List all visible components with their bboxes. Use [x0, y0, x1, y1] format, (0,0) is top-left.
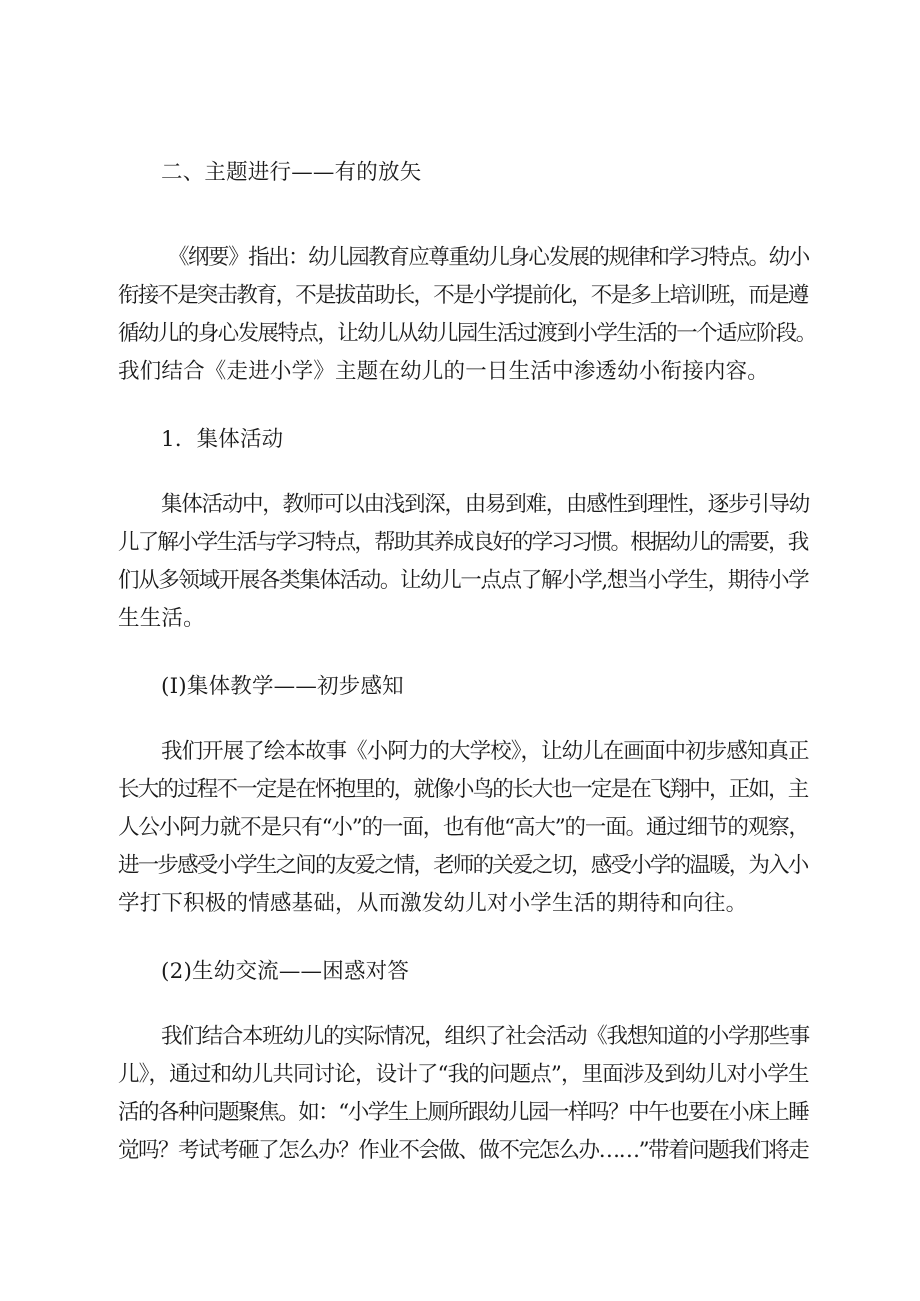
paragraph-line: 循幼儿的身心发展特点，让幼儿从幼儿园生活过渡到小学生活的一个适应阶段。 — [118, 321, 816, 346]
paragraph-line: 衔接不是突击教育，不是拔苗助长，不是小学提前化，不是多上培训班，而是遵 — [118, 283, 808, 308]
paragraph-line: 我们结合《走进小学》主题在幼儿的一日生活中渗透幼小衔接内容。 — [118, 359, 770, 384]
paragraph-line: 们从多领域开展各类集体活动。让幼儿一点点了解小学,想当小学生，期待小学 — [118, 568, 809, 593]
paragraph-line: 长大的过程不一定是在怀抱里的，就像小鸟的长大也一定是在飞翔中，正如，主 — [118, 777, 808, 802]
paragraph-line: 儿了解小学生活与学习特点，帮助其养成良好的学习习惯。根据幼儿的需要，我 — [118, 530, 808, 555]
subsection-heading: (I)集体教学——初步感知 — [161, 674, 404, 699]
paragraph-line: 《纲要》指出：幼儿园教育应尊重幼儿身心发展的规律和学习特点。幼小 — [168, 245, 809, 270]
paragraph-line: 我们开展了绘本故事《小阿力的大学校》，让幼儿在画面中初步感知真正 — [161, 739, 809, 764]
section-heading: 二、主题进行——有的放矢 — [161, 160, 422, 185]
paragraph-line: 觉吗？考试考砸了怎么办？作业不会做、做不完怎么办……”带着问题我们将走 — [118, 1138, 809, 1163]
paragraph-line: 集体活动中，教师可以由浅到深，由易到难，由感性到理性，逐步引导幼 — [161, 492, 809, 517]
subsection-heading: (2)生幼交流——困惑对答 — [161, 959, 410, 984]
paragraph-line: 生生活。 — [118, 606, 205, 631]
paragraph-line: 我们结合本班幼儿的实际情况，组织了社会活动《我想知道的小学那些事 — [161, 1024, 809, 1049]
paragraph-line: 活的各种问题聚焦。如：“小学生上厕所跟幼儿园一样吗？中午也要在小床上睡 — [118, 1100, 809, 1125]
paragraph-line: 进一步感受小学生之间的友爱之情，老师的关爱之切，感受小学的温暖，为入小 — [118, 853, 808, 878]
subsection-heading: 1．集体活动 — [161, 427, 284, 452]
paragraph-line: 人公小阿力就不是只有“小”的一面，也有他“高大”的一面。通过细节的观察， — [118, 815, 809, 840]
paragraph-line: 学打下积极的情感基础，从而激发幼儿对小学生活的期待和向往。 — [118, 891, 748, 916]
paragraph-line: 儿》，通过和幼儿共同讨论，设计了“我的问题点”，里面涉及到幼儿对小学生 — [118, 1062, 809, 1087]
